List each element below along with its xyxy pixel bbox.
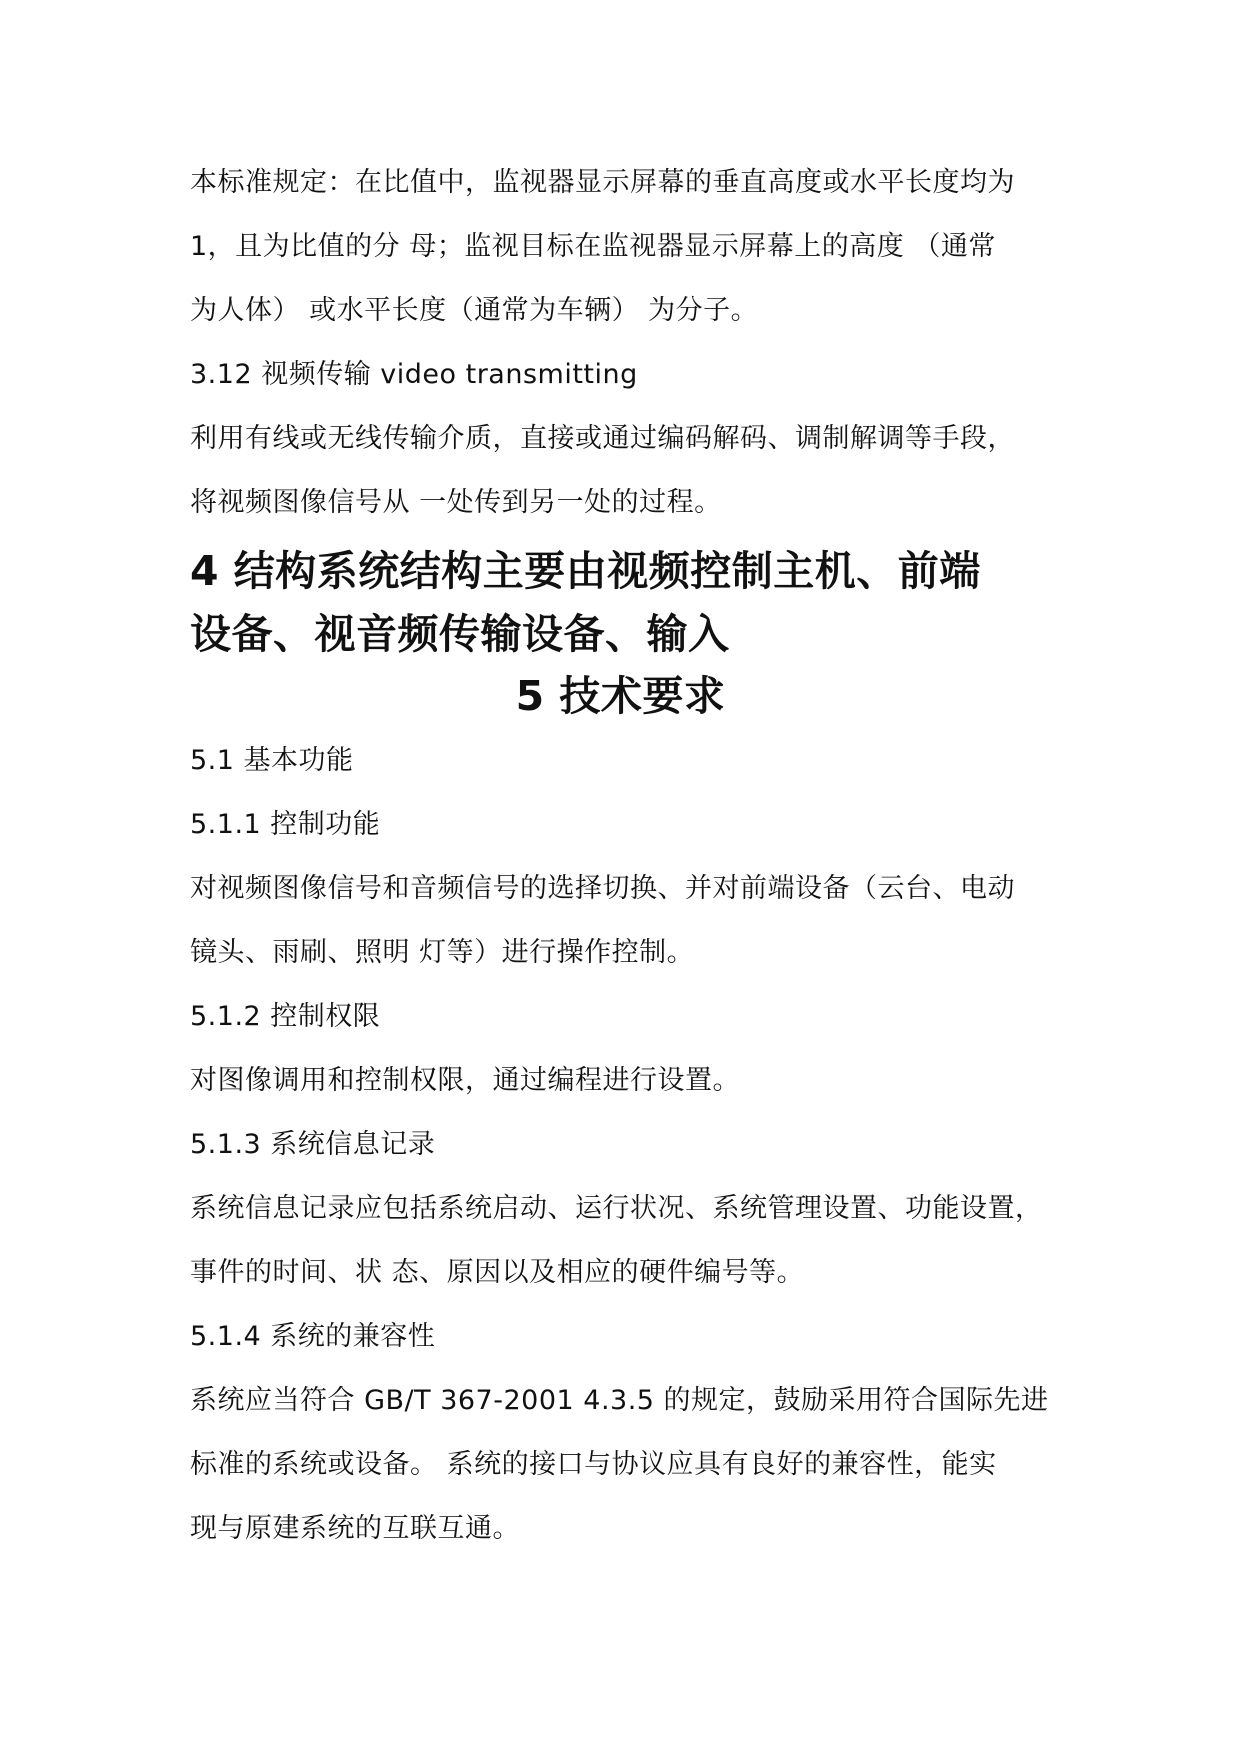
paragraph-line: 系统应当符合 GB/T 367-2001 4.3.5 的规定，鼓励采用符合国际先进 xyxy=(190,1385,1049,1416)
paragraph-line: 本标准规定：在比值中，监视器显示屏幕的垂直高度或水平长度均为 xyxy=(190,167,1015,198)
paragraph-line: 1，且为比值的分 母；监视目标在监视器显示屏幕上的高度 （通常 xyxy=(190,231,996,262)
section-heading-5-1-3: 5.1.3 系统信息记录 xyxy=(190,1129,436,1160)
section-heading-5-1-4: 5.1.4 系统的兼容性 xyxy=(190,1321,436,1352)
paragraph-line: 系统信息记录应包括系统启动、运行状况、系统管理设置、功能设置， xyxy=(190,1193,1043,1224)
paragraph-line: 对视频图像信号和音频信号的选择切换、并对前端设备（云台、电动 xyxy=(190,873,1015,904)
chapter-heading-5: 5 技术要求 xyxy=(515,672,726,720)
paragraph-line: 为人体） 或水平长度（通常为车辆） 为分子。 xyxy=(190,295,759,326)
section-heading-5-1-2: 5.1.2 控制权限 xyxy=(190,1001,381,1032)
chapter-heading-4-line2: 设备、视音频传输设备、输入 xyxy=(190,610,730,658)
section-heading-5-1: 5.1 基本功能 xyxy=(190,745,354,776)
chapter-heading-4-line1: 4 结构系统结构主要由视频控制主机、前端 xyxy=(190,547,981,595)
section-heading-3-12: 3.12 视频传输 video transmitting xyxy=(190,359,638,390)
paragraph-line: 现与原建系统的互联互通。 xyxy=(190,1513,520,1544)
paragraph-line: 镜头、雨刷、照明 灯等）进行操作控制。 xyxy=(190,937,695,968)
paragraph-line: 事件的时间、状 态、原因以及相应的硬件编号等。 xyxy=(190,1257,805,1288)
paragraph-line: 对图像调用和控制权限，通过编程进行设置。 xyxy=(190,1065,740,1096)
paragraph-line: 利用有线或无线传输介质，直接或通过编码解码、调制解调等手段， xyxy=(190,423,1015,454)
paragraph-line: 标准的系统或设备。 系统的接口与协议应具有良好的兼容性，能实 xyxy=(190,1449,997,1480)
section-heading-5-1-1: 5.1.1 控制功能 xyxy=(190,809,381,840)
paragraph-line: 将视频图像信号从 一处传到另一处的过程。 xyxy=(190,487,722,518)
